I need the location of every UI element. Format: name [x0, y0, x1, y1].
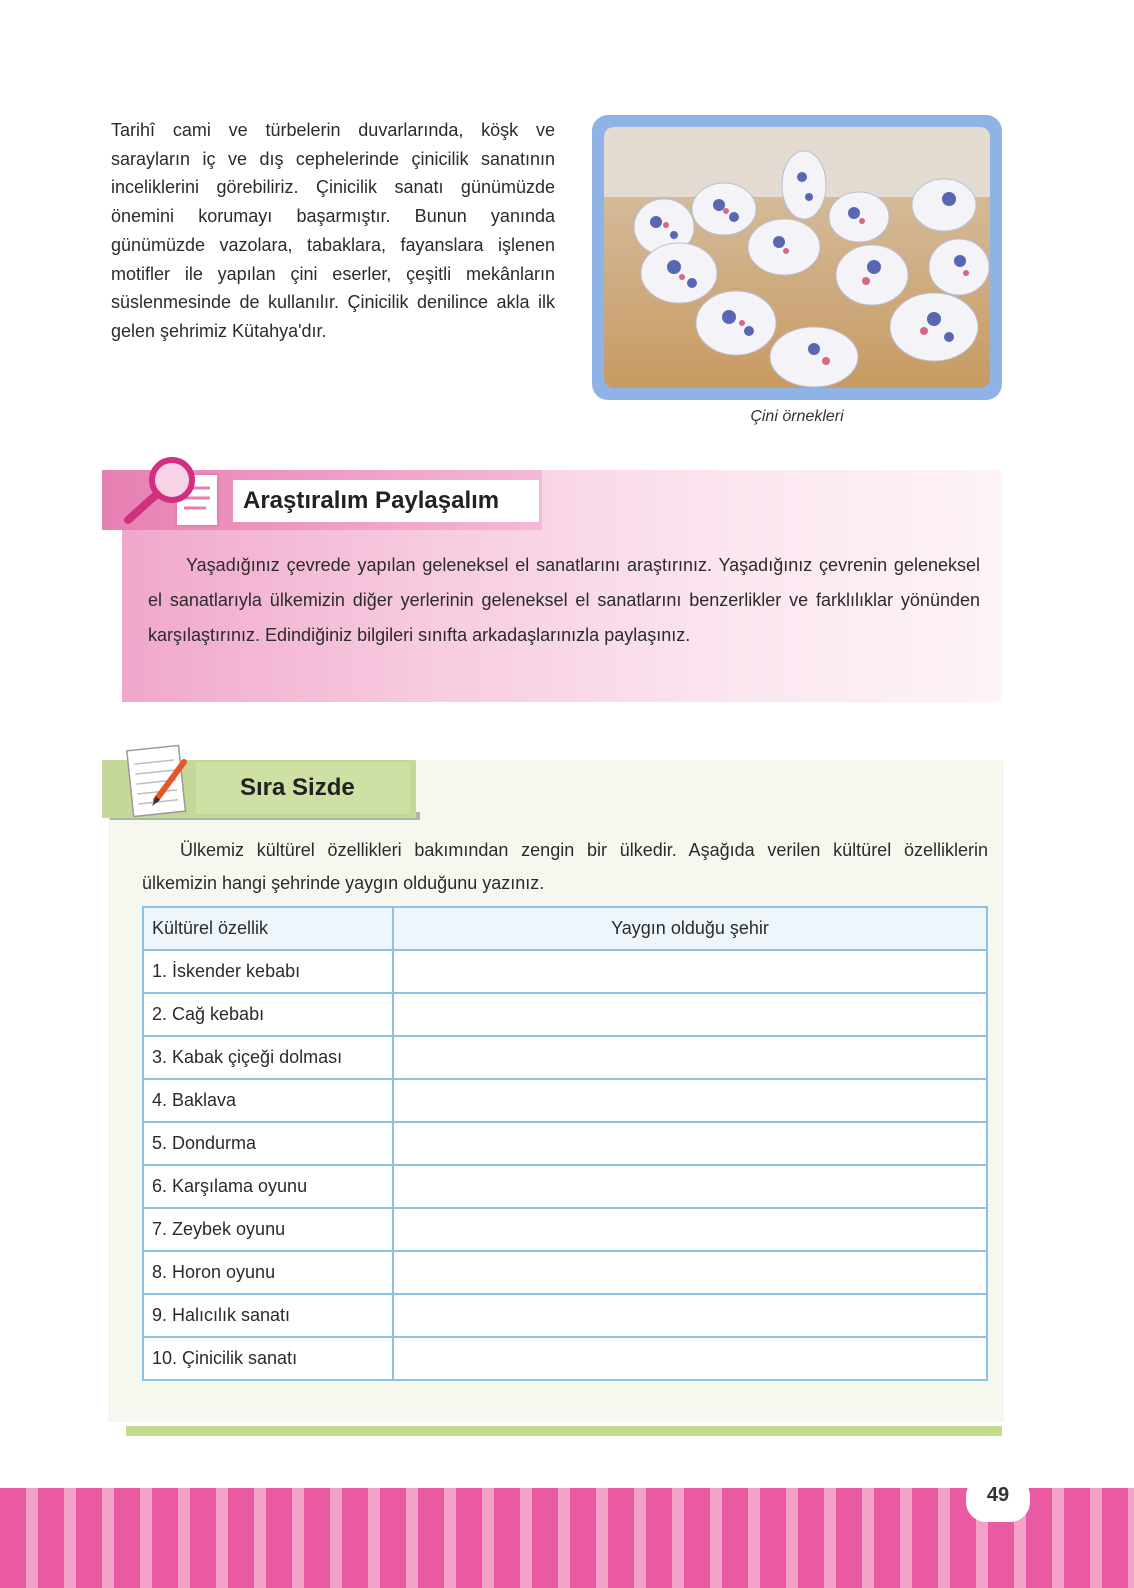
table-header-row [143, 907, 987, 950]
feature-cell: 7. Zeybek oyunu [143, 1208, 393, 1251]
feature-cell: 5. Dondurma [143, 1122, 393, 1165]
city-answer-cell[interactable] [393, 1208, 987, 1251]
table-row [143, 1208, 987, 1251]
your-turn-paragraph: Ülkemiz kültürel özellikleri bakımından zengin bir ülkedir. Aşağıda verilen kültürel özelliklerin ülkemizin hangi şehrinde yaygın olduğunu yazınız. [142, 840, 988, 893]
intro-paragraph: Tarihî cami ve türbelerin duvarlarında, köşk ve sarayların iç ve dış cephelerinde çinicilik sanatının inceliklerini görebiliriz. Çinicilik sanatı günümüzde önemini korumayı başarmıştır. Bunun yanında günümüzde vazolara, tabaklara, fayanslara işlenen motifler ile yapılan çini eserler, çeşitli mekânların süslenmesinde de kullanılır. Çinicilik denilince akla ilk gelen şehrimiz Kütahya'dır. [111, 120, 555, 341]
city-answer-cell[interactable] [393, 1294, 987, 1337]
header-common-city: Yaygın olduğu şehir [393, 907, 987, 950]
city-answer-cell[interactable] [393, 1337, 987, 1380]
feature-cell: 9. Halıcılık sanatı [143, 1294, 393, 1337]
city-answer-cell[interactable] [393, 1122, 987, 1165]
table-row [143, 1294, 987, 1337]
feature-cell: 8. Horon oyunu [143, 1251, 393, 1294]
table-row [143, 1337, 987, 1380]
city-answer-cell[interactable] [393, 1036, 987, 1079]
table-row [143, 1165, 987, 1208]
feature-cell: 1. İskender kebabı [143, 950, 393, 993]
table-row [143, 1251, 987, 1294]
culture-table [142, 906, 988, 1381]
header-cultural-feature: Kültürel özellik [143, 907, 393, 950]
table-row [143, 1122, 987, 1165]
footer-stripes [0, 1488, 1134, 1588]
page-number: 49 [986, 1484, 1010, 1506]
section-divider [126, 1426, 1002, 1436]
tile-photo-frame [592, 115, 1002, 400]
city-answer-cell[interactable] [393, 1079, 987, 1122]
feature-cell: 3. Kabak çiçeği dolması [143, 1036, 393, 1079]
research-paragraph: Yaşadığınız çevrede yapılan geleneksel el sanatlarını araştırınız. Yaşadığınız çevrenin geleneksel el sanatlarıyla ülkemizin diğer yerlerinin geleneksel el sanatlarını benzerlikler ve farklılıklar yönünden karşılaştırınız. Edindiğiniz bilgileri sınıfta arkadaşlarınızla paylaşınız. [148, 555, 980, 645]
table-row [143, 950, 987, 993]
tile-samples-image [604, 127, 990, 388]
city-answer-cell[interactable] [393, 950, 987, 993]
city-answer-cell[interactable] [393, 1251, 987, 1294]
table-row [143, 1079, 987, 1122]
feature-cell: 2. Cağ kebabı [143, 993, 393, 1036]
feature-cell: 4. Baklava [143, 1079, 393, 1122]
magnifier-document-icon [120, 452, 230, 543]
notepad-pencil-icon [126, 740, 196, 825]
feature-cell: 6. Karşılama oyunu [143, 1165, 393, 1208]
city-answer-cell[interactable] [393, 993, 987, 1036]
your-turn-title: Sıra Sizde [196, 762, 410, 814]
feature-cell: 10. Çinicilik sanatı [143, 1337, 393, 1380]
research-title: Araştıralım Paylaşalım [233, 480, 539, 522]
photo-caption: Çini örnekleri [750, 408, 844, 425]
table-row [143, 993, 987, 1036]
table-row [143, 1036, 987, 1079]
city-answer-cell[interactable] [393, 1165, 987, 1208]
